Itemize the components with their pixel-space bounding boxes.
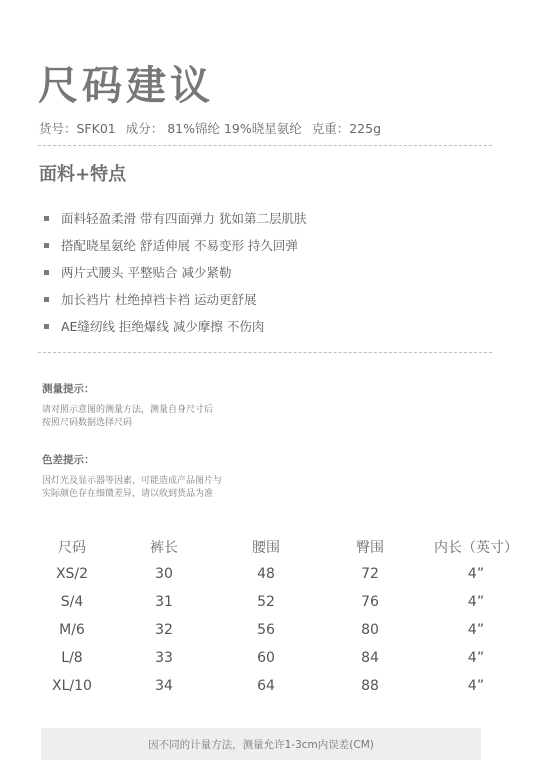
column-header: 尺码 [58, 540, 86, 556]
square-bullet-icon [44, 270, 49, 275]
page-title: 尺码建议 [38, 63, 214, 109]
column-header: 臀围 [356, 540, 384, 556]
table-cell: 4” [467, 622, 485, 638]
divider-top [38, 145, 492, 146]
size-table [30, 534, 530, 700]
table-header-row [30, 534, 530, 560]
table-cell: 31 [155, 594, 173, 610]
measure-note-line: 请对照示意图的测量方法，测量自身尺寸后 [42, 405, 214, 415]
table-cell: 88 [361, 678, 379, 694]
feature-text: 加长裆片 杜绝掉裆卡裆 运动更舒展 [61, 292, 257, 307]
column-header: 腰围 [252, 540, 280, 556]
footer-note-bar [41, 728, 481, 760]
table-cell: XL/10 [52, 678, 92, 694]
footer-note: 因不同的计量方法，测量允许1-3cm内误差(CM) [148, 738, 374, 751]
table-cell: 64 [257, 678, 275, 694]
table-cell: S/4 [60, 594, 84, 610]
column-header: 裤长 [150, 540, 178, 556]
composition: 成分： 81%锦纶 19%晓星氨纶 [125, 121, 302, 136]
square-bullet-icon [44, 243, 49, 248]
section-title: 面料+特点 [39, 164, 127, 185]
feature-text: 搭配晓星氨纶 舒适伸展 不易变形 持久回弹 [61, 238, 298, 253]
table-cell: 52 [257, 594, 275, 610]
fabric-weight: 克重：225g [311, 121, 382, 136]
list-item [44, 264, 306, 291]
table-cell: 32 [155, 622, 173, 638]
item-number: 货号：SFK01 [39, 121, 116, 136]
feature-list [44, 210, 306, 345]
square-bullet-icon [44, 216, 49, 221]
table-cell: L/8 [61, 650, 83, 666]
list-item [44, 237, 306, 264]
measure-note-line: 按照尺码数据选择尺码 [42, 418, 133, 428]
table-cell: M/6 [59, 622, 85, 638]
column-header: 内长（英寸） [434, 540, 518, 556]
table-row [30, 588, 530, 616]
list-item [44, 210, 306, 237]
table-cell: 56 [257, 622, 275, 638]
feature-text: AE缝纫线 拒绝爆线 减少摩擦 不伤肉 [61, 319, 265, 334]
table-row [30, 560, 530, 588]
table-row [30, 672, 530, 700]
square-bullet-icon [44, 324, 49, 329]
measure-note-title: 测量提示： [42, 383, 95, 395]
table-row [30, 644, 530, 672]
table-cell: 76 [361, 594, 379, 610]
table-cell: 60 [257, 650, 275, 666]
square-bullet-icon [44, 297, 49, 302]
table-cell: 34 [155, 678, 173, 694]
table-cell: 4” [467, 678, 485, 694]
table-cell: 4” [467, 650, 485, 666]
color-note-line: 因灯光及显示器等因素，可能造成产品图片与 [42, 476, 223, 486]
list-item [44, 318, 306, 345]
table-cell: 33 [155, 650, 173, 666]
feature-text: 面料轻盈柔滑 带有四面弹力 犹如第二层肌肤 [61, 211, 307, 226]
table-cell: 4” [467, 566, 485, 582]
color-note-title: 色差提示： [42, 454, 95, 466]
spec-line [39, 120, 387, 138]
divider-middle [38, 352, 492, 353]
table-cell: 84 [361, 650, 379, 666]
table-cell: 48 [257, 566, 275, 582]
color-note-line: 实际颜色存在细微差异，请以收到货品为准 [42, 489, 214, 499]
table-cell: 72 [361, 566, 379, 582]
feature-text: 两片式腰头 平整贴合 减少紧勒 [61, 265, 232, 280]
table-cell: 80 [361, 622, 379, 638]
table-row [30, 616, 530, 644]
list-item [44, 291, 306, 318]
table-cell: XS/2 [55, 566, 89, 582]
table-cell: 30 [155, 566, 173, 582]
table-cell: 4” [467, 594, 485, 610]
